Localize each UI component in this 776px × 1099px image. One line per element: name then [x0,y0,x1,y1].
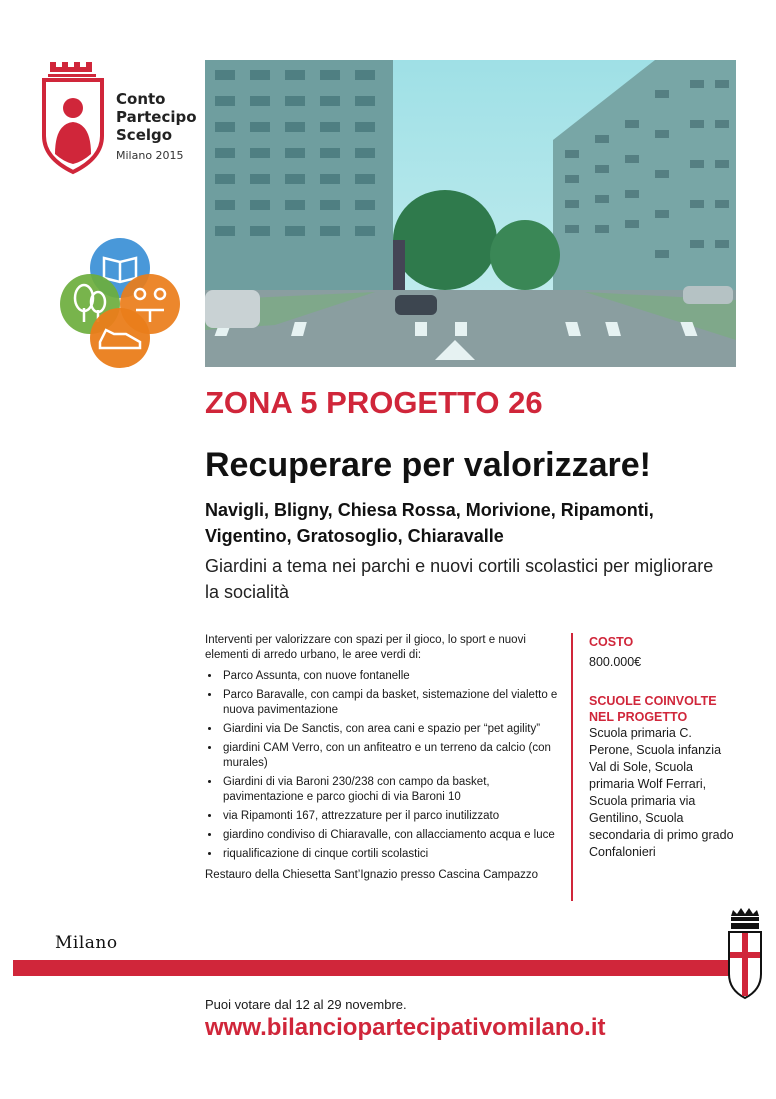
theme-circles [54,238,186,370]
project-subtitle: Giardini a tema nei parchi e nuovi cortili scolastici per migliorare la socialità [205,556,714,602]
outro-text: Restauro della Chiesetta Sant’Ignazio presso Cascina Campazzo [205,869,539,881]
list-item: • Parco Baravalle, con campi da basket, sistemazione del vialetto e nuova pavimentazione [221,688,570,718]
logo-line-conto: Conto [116,90,166,108]
costo-value: 800.000€ [589,655,642,669]
side-info [589,634,739,861]
vote-dates: Puoi votare dal 12 al 29 novembre. [205,997,407,1012]
street-housing-photo [205,60,736,367]
list-item: • giardino condiviso di Chiaravalle, con allacciamento acqua e luce [221,828,570,843]
logo-line-scelgo: Scelgo [116,126,173,144]
logo-line-partecipo: Partecipo [116,108,197,126]
list-item: • Parco Assunta, con nuove fontanelle [221,669,570,684]
list-item: • via Ripamonti 167, attrezzature per il parco inutilizzato [221,809,570,824]
column-divider [571,633,573,901]
list-item: • Giardini via De Sanctis, con area cani e spazio per “pet agility” [221,722,570,737]
zone-title: ZONA 5 PROGETTO 26 [205,385,543,420]
interventions-list [205,669,570,862]
list-item: • Giardini di via Baroni 230/238 con campo da basket, pavimentazione e parco giochi di via Baroni 10 [221,775,570,805]
milan-shield-person-icon [40,58,110,176]
main-title: Recuperare per valorizzare! [205,446,651,484]
website-link[interactable]: www.bilanciopartecipativomilano.it [205,1014,606,1041]
sneaker-icon [90,308,150,368]
milan-coat-of-arms-icon [725,908,765,1000]
milano-wordmark: Milano [55,933,118,953]
logo-subtitle: Milano 2015 [116,149,184,162]
project-description [205,633,570,883]
list-item: • giardini CAM Verro, con un anfiteatro e un terreno da calcio (con murales) [221,741,570,771]
intro-text: Interventi per valorizzare con spazi per il gioco, lo sport e nuovi elementi di arredo urbano, le aree verdi di: [205,634,526,661]
footer-red-band [13,960,735,976]
scuole-value: Scuola primaria C. Perone, Scuola infanzia Val di Sole, Scuola primaria Wolf Ferrari, Scuola primaria via Gentilino, Scuola secondaria di primo grado Confalonieri [589,726,734,859]
list-item: • riqualificazione di cinque cortili scolastici [221,847,570,862]
areas-list: Navigli, Bligny, Chiesa Rossa, Morivione, Ripamonti, Vigentino, Gratosoglio, Chiaravalle [205,500,654,546]
scuole-label: SCUOLE COINVOLTE NEL PROGETTO [589,694,717,724]
costo-label: COSTO [589,635,634,649]
logo [40,58,210,178]
